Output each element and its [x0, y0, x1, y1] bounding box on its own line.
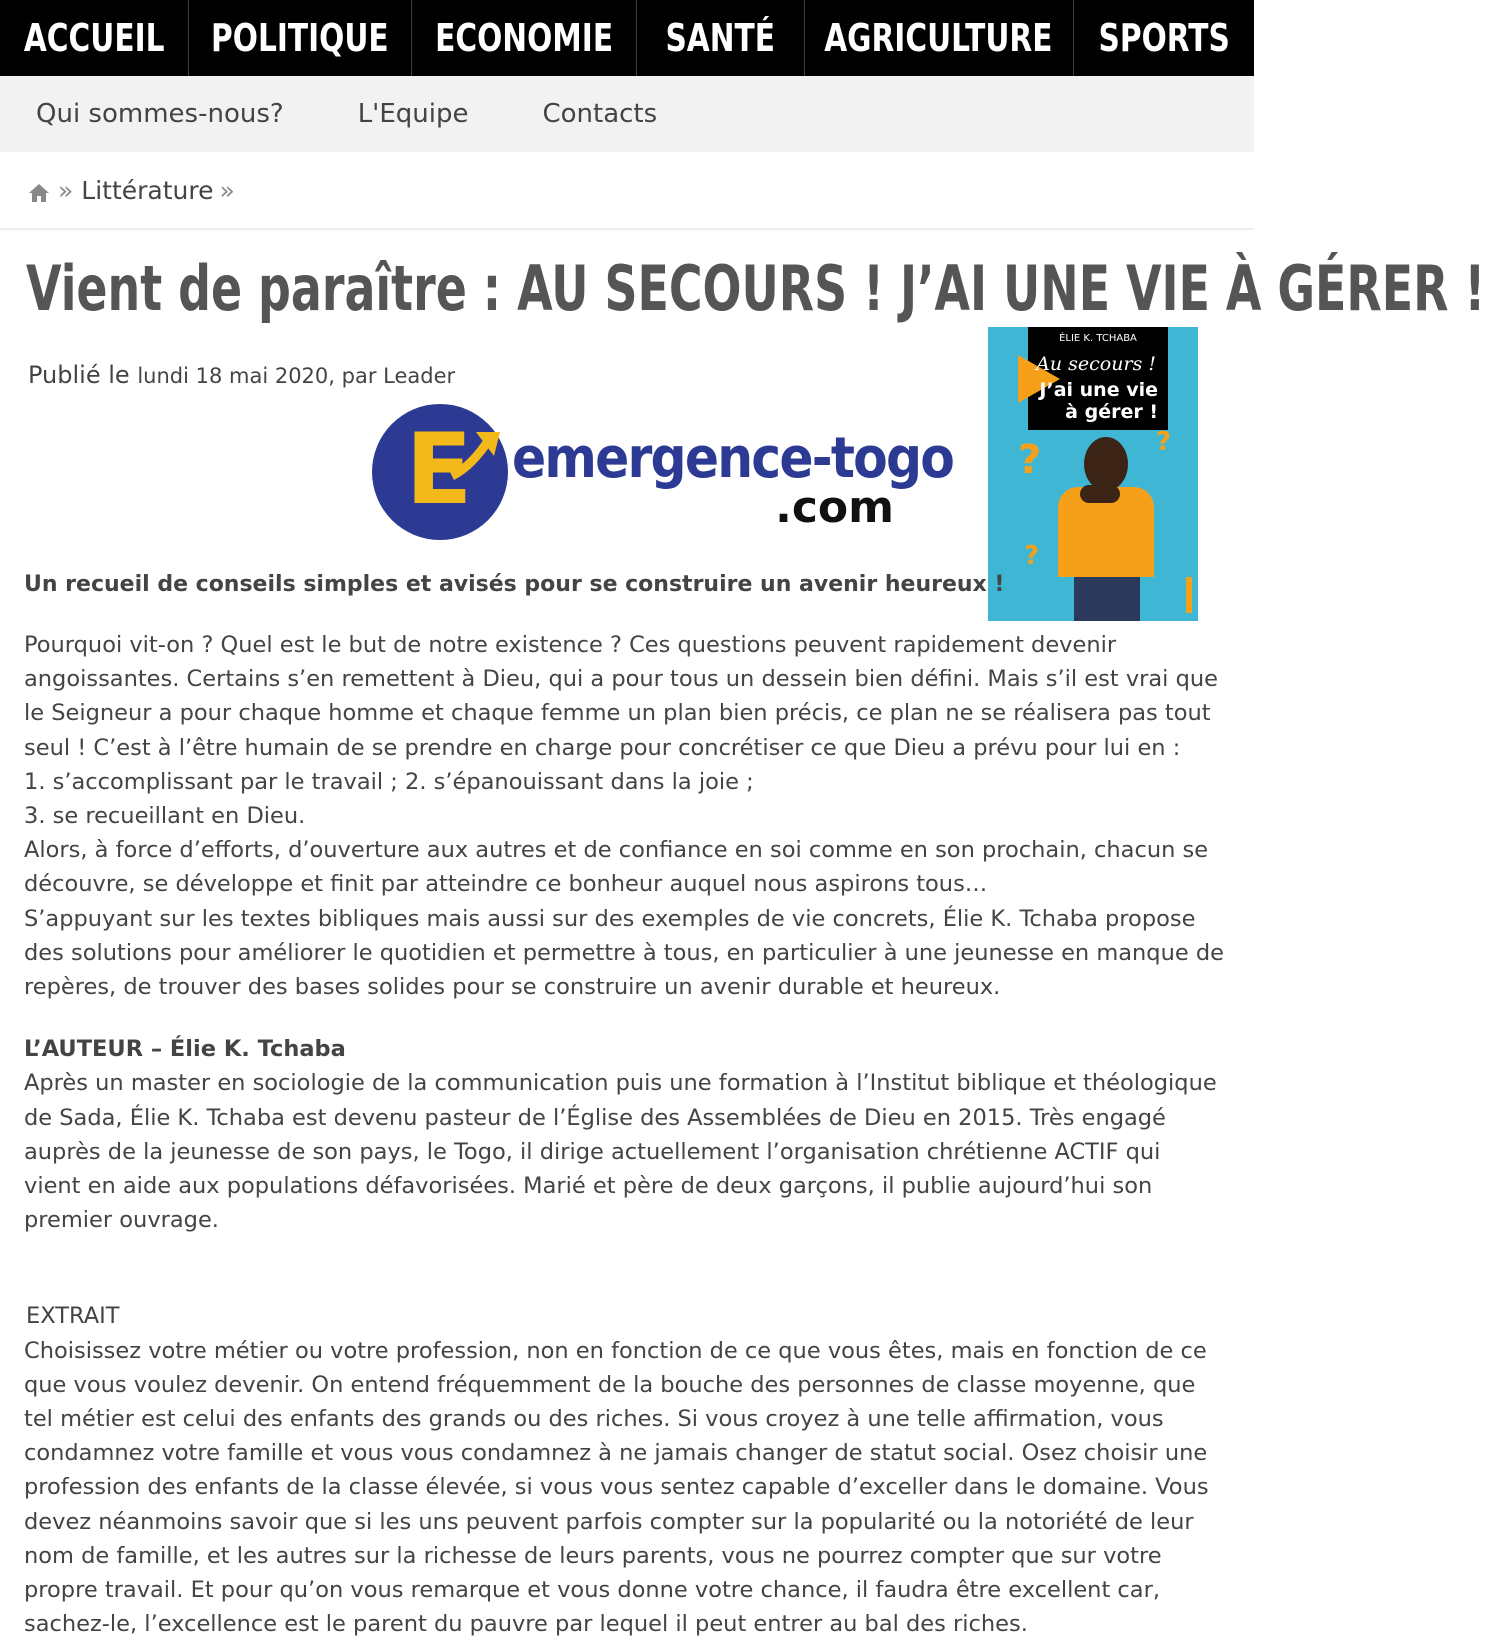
cover-question-mark: ? [1018, 437, 1042, 483]
extract-heading: EXTRAIT [26, 1303, 120, 1330]
nav-item-economie[interactable] [412, 0, 637, 76]
secondary-nav [0, 76, 1254, 152]
cover-question-mark: ? [1024, 541, 1040, 571]
nav-link-accueil[interactable]: ACCUEIL [23, 16, 165, 60]
cover-author: ÉLIE K. TCHABA [1059, 333, 1137, 344]
nav-link-sports[interactable]: SPORTS [1098, 16, 1230, 60]
logo-name: emergence-togo [512, 426, 954, 491]
nav-item-sports[interactable] [1074, 0, 1254, 76]
article-body [24, 628, 1224, 1641]
nav-item-accueil[interactable] [0, 0, 189, 76]
logo-e-letter: E [405, 413, 473, 527]
author-paragraph: Après un master en sociologie de la communication puis une formation à l’Institut biblique et théologique de Sada, Élie K. Tchaba est devenu pasteur de l’Église des Assemblées de Dieu en 2015. Très engagé auprès de la jeunesse de son pays, le Togo, il dirige actuellement l’organisation chrétienne ACTIF qui vient en aide aux populations défavorisées. Marié et père de deux garçons, il publie aujourd’hui son premier ouvrage. [24, 1070, 1217, 1234]
article-lead: Un recueil de conseils simples et avisés pour se construire un avenir heureux ! [24, 572, 1005, 597]
nav-link-agriculture[interactable]: AGRICULTURE [824, 16, 1053, 60]
subnav-link-team[interactable]: L'Equipe [357, 99, 469, 129]
emergence-togo-logo [372, 404, 954, 546]
breadcrumb [0, 152, 1254, 230]
body-list-item: 3. se recueillant en Dieu. [24, 803, 306, 830]
home-icon[interactable] [28, 180, 50, 200]
article-title: Vient de paraître : AU SECOURS ! J’AI UNE VIE À GÉRER ! [26, 252, 1485, 325]
main-nav [0, 0, 1254, 76]
cover-person-arm [1080, 485, 1120, 503]
extract-paragraph: Choisissez votre métier ou votre profession, non en fonction de ce que vous êtes, mais en fonction de ce que vous voulez devenir. On entend fréquemment de la bouche des personnes de classe moyenne, que tel métier est celui des enfants des grands ou des riches. Si vous croyez à une telle affirmation, vous condamnez votre famille et vous vous condamnez à ne jamais changer de statut social. Osez choisir une profession des enfants de la classe élevée, si vous vous sentez capable d’exceller dans le domaine. Vous devez néanmoins savoir que si les uns peuvent parfois compter sur la popularité ou la notoriété de leur nom de famille, et les autres sur la richesse de leurs parents, vous ne pourrez compter que sur votre propre travail. Et pour qu’on vous remarque et vous donne votre chance, il faudra être excellent car, sachez-le, l’excellence est le parent du pauvre par lequel il peut entrer au bal des riches. [24, 1337, 1209, 1638]
nav-link-politique[interactable]: POLITIQUE [211, 16, 390, 60]
body-paragraph: Alors, à force d’efforts, d’ouverture aux autres et de confiance en soi comme en son prochain, chacun se découvre, se développe et finit par atteindre ce bonheur auquel nous aspirons tous… [24, 837, 1209, 898]
body-paragraph: S’appuyant sur les textes bibliques mais aussi sur des exemples de vie concrets, Élie K. Tchaba propose des solutions pour améliorer le quotidien et permettre à tous, en particulier à une jeunesse en manque de repères, de trouver des bases solides pour se construire un avenir durable et heureux. [24, 905, 1224, 1001]
published-prefix: Publié le [28, 361, 130, 389]
cover-question-mark: ? [1156, 427, 1172, 457]
cover-title-line-1: Au secours ! [1036, 353, 1156, 375]
cover-person-legs [1074, 577, 1140, 621]
cover-person-head [1084, 437, 1128, 491]
published-info: lundi 18 mai 2020, par Leader [137, 364, 456, 388]
logo-arrow-icon [442, 426, 502, 486]
subnav-link-contacts[interactable]: Contacts [542, 99, 658, 129]
body-paragraph: Pourquoi vit-on ? Quel est le but de notre existence ? Ces questions peuvent rapidement devenir angoissantes. Certains s’en remettent à Dieu, qui a pour tous un dessein bien défini. Mais s’il est vrai que le Seigneur a pour chaque homme et chaque femme un plan bien précis, ce plan ne se réalisera pas tout seul ! C’est à l’être humain de se prendre en charge pour concrétiser ce que Dieu a prévu pour lui en : [24, 632, 1218, 761]
book-cover-image [988, 327, 1198, 621]
breadcrumb-category-link[interactable]: Littérature [81, 175, 214, 205]
cover-title-line-3: à gérer ! [1065, 401, 1158, 423]
subnav-link-about[interactable]: Qui sommes-nous? [36, 99, 284, 129]
nav-link-economie[interactable]: ECONOMIE [435, 16, 614, 60]
nav-link-sante[interactable]: SANTÉ [665, 16, 776, 60]
nav-item-sante[interactable] [637, 0, 804, 76]
breadcrumb-separator: » [58, 175, 74, 205]
cover-spine-accent [1186, 577, 1192, 613]
body-list-item: 1. s’accomplissant par le travail ; 2. s’épanouissant dans la joie ; [24, 768, 754, 795]
breadcrumb-trail: » [219, 175, 235, 205]
logo-tld: .com [775, 482, 894, 533]
nav-item-agriculture[interactable] [805, 0, 1074, 76]
cover-title-line-2: J’ai une vie [1039, 379, 1158, 401]
author-heading: L’AUTEUR – Élie K. Tchaba [24, 1036, 346, 1063]
nav-item-politique[interactable] [189, 0, 412, 76]
